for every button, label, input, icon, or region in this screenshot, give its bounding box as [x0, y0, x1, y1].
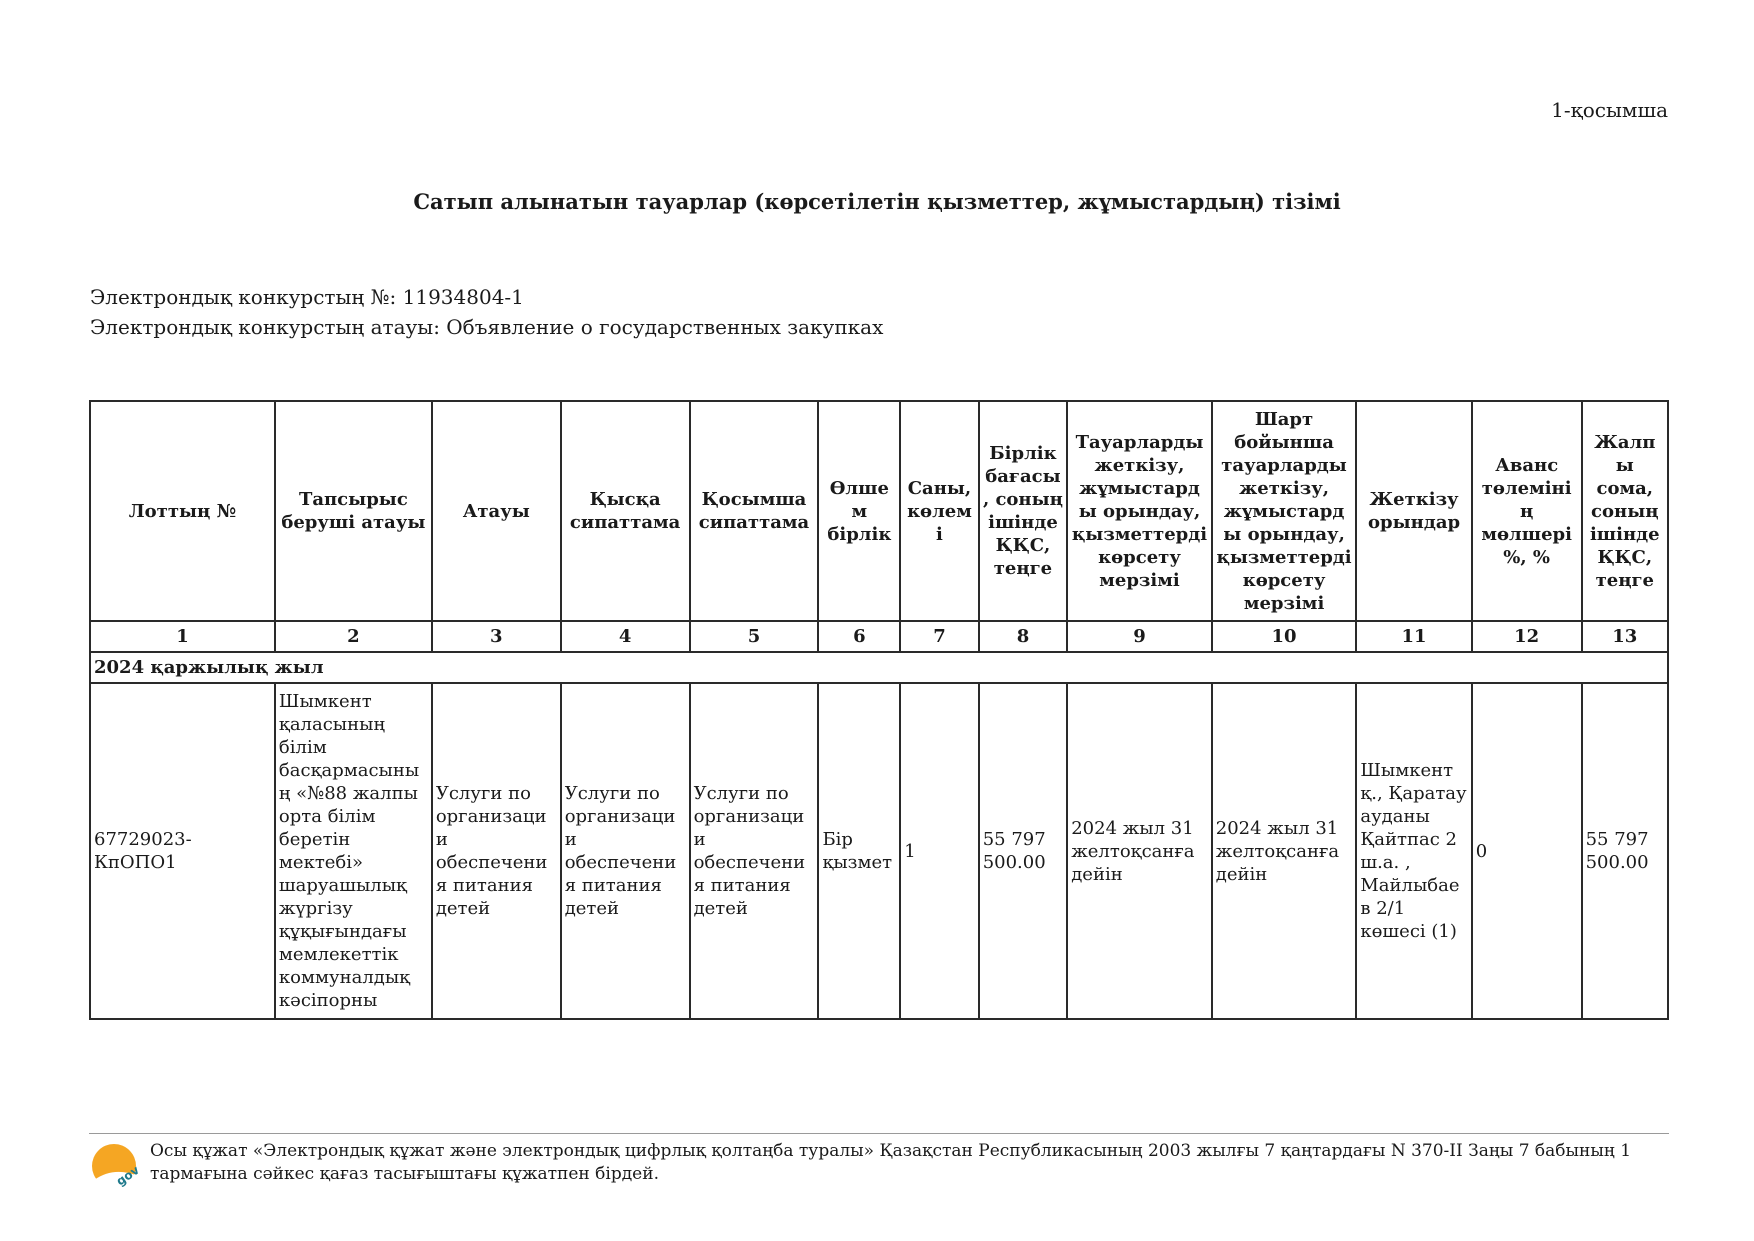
- header-delivery-place: Жеткізу орындар: [1356, 401, 1471, 621]
- column-number: 7: [900, 621, 978, 652]
- fiscal-year-label: 2024 қаржылық жыл: [90, 652, 1668, 683]
- column-number-row: [90, 621, 1668, 652]
- document-title: Сатып алынатын тауарлар (көрсетілетін қызметтер, жұмыстардың) тізімі: [413, 189, 1341, 214]
- header-unit: Өлшем бірлік: [818, 401, 900, 621]
- contract-delivery-term-cell: 2024 жыл 31 желтоқсанға дейін: [1212, 683, 1357, 1019]
- column-number: 6: [818, 621, 900, 652]
- advance-payment-cell: 0: [1472, 683, 1582, 1019]
- column-number: 9: [1067, 621, 1212, 652]
- quantity-cell: 1: [900, 683, 978, 1019]
- column-number: 12: [1472, 621, 1582, 652]
- header-advance-payment: Аванс төлемінің мөлшері %, %: [1472, 401, 1582, 621]
- contest-info: [90, 282, 883, 342]
- unit-cell: Бір қызмет: [818, 683, 900, 1019]
- header-short-description: Қысқа сипаттама: [561, 401, 690, 621]
- additional-description-cell: Услуги по организации обеспечения питания детей: [690, 683, 819, 1019]
- annex-label: 1-қосымша: [1551, 98, 1668, 122]
- fiscal-year-row: [90, 652, 1668, 683]
- delivery-term-cell: 2024 жыл 31 желтоқсанға дейін: [1067, 683, 1212, 1019]
- header-name: Атауы: [432, 401, 561, 621]
- column-number: 5: [690, 621, 819, 652]
- table-row: [90, 683, 1668, 1019]
- column-number: 10: [1212, 621, 1357, 652]
- lots-table: [89, 400, 1669, 1020]
- column-number: 11: [1356, 621, 1471, 652]
- customer-name-cell: Шымкент қаласының білім басқармасының «№88 жалпы орта білім беретін мектебі» шаруашылық жүргізу құқығындағы мемлекеттік коммуналдық кәсіпорны: [275, 683, 432, 1019]
- lot-number-cell: 67729023-КпОПО1: [90, 683, 275, 1019]
- svg-text:gov: gov: [113, 1162, 142, 1189]
- footer-legal-text: Осы құжат «Электрондық құжат және электрондық цифрлық қолтаңба туралы» Қазақстан Республикасының 2003 жылғы 7 қаңтардағы N 370-II Заңы 7 бабының 1 тармағына сәйкес қағаз тасығыштағы құжатпен бірдей.: [150, 1141, 1632, 1184]
- header-delivery-term: Тауарларды жеткізу, жұмыстарды орындау, қызметтерді көрсету мерзімі: [1067, 401, 1212, 621]
- header-total-amount: Жалпы сома, соның ішінде ҚҚС, теңге: [1582, 401, 1668, 621]
- egov-sun-logo-icon: [90, 1140, 142, 1192]
- contest-number: Электрондық конкурстың №: 11934804-1: [90, 285, 524, 309]
- header-customer-name: Тапсырыс беруші атауы: [275, 401, 432, 621]
- delivery-place-cell: Шымкент қ., Қаратау ауданы Қайтпас 2 ш.а. , Майлыбаев 2/1 көшесі (1): [1356, 683, 1471, 1019]
- column-number: 1: [90, 621, 275, 652]
- header-contract-delivery-term: Шарт бойынша тауарларды жеткізу, жұмыстарды орындау, қызметтерді көрсету мерзімі: [1212, 401, 1357, 621]
- total-amount-cell: 55 797 500.00: [1582, 683, 1668, 1019]
- footer-divider: [89, 1133, 1669, 1134]
- column-number: 8: [979, 621, 1068, 652]
- footer: [90, 1140, 1670, 1192]
- table-header-row: [90, 401, 1668, 621]
- short-description-cell: Услуги по организации обеспечения питания детей: [561, 683, 690, 1019]
- column-number: 3: [432, 621, 561, 652]
- unit-price-cell: 55 797 500.00: [979, 683, 1068, 1019]
- column-number: 2: [275, 621, 432, 652]
- header-lot-number: Лоттың №: [90, 401, 275, 621]
- header-quantity: Саны, көлемі: [900, 401, 978, 621]
- contest-name: Электрондық конкурстың атауы: Объявление о государственных закупках: [90, 315, 884, 339]
- name-cell: Услуги по организации обеспечения питания детей: [432, 683, 561, 1019]
- column-number: 13: [1582, 621, 1668, 652]
- column-number: 4: [561, 621, 690, 652]
- header-unit-price: Бірлік бағасы, соның ішінде ҚҚС, теңге: [979, 401, 1068, 621]
- header-additional-description: Қосымша сипаттама: [690, 401, 819, 621]
